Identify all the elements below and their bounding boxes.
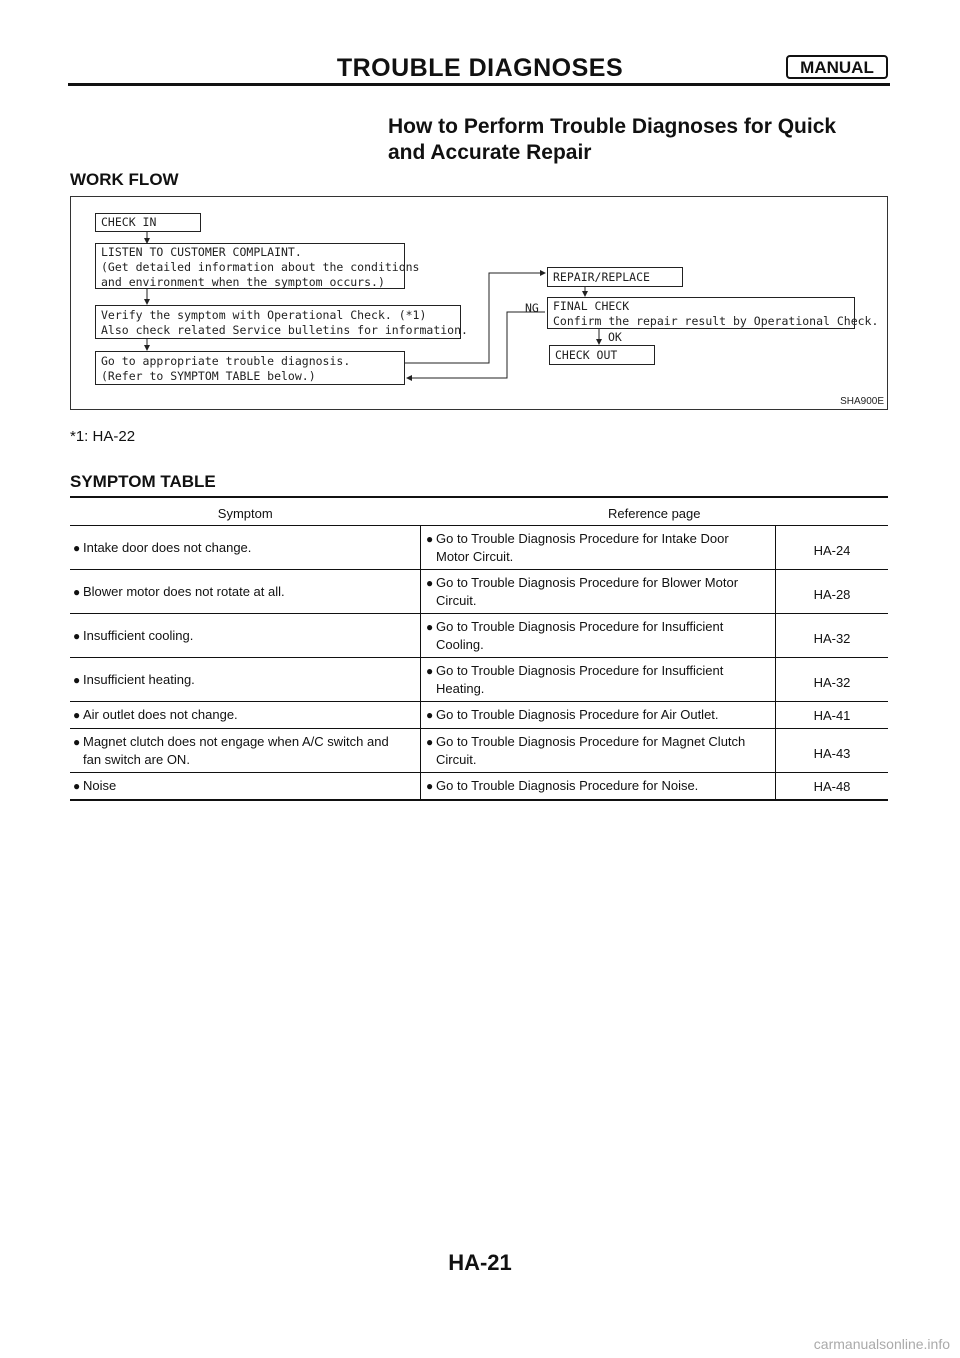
page-number: HA-21 xyxy=(448,1250,512,1275)
procedure-cell xyxy=(421,702,776,729)
procedure-cell-line: Heating. xyxy=(436,681,485,696)
box-check-in: CHECK IN xyxy=(95,213,201,232)
symptom-cell xyxy=(70,773,421,801)
symptom-cell-line: Air outlet does not change. xyxy=(83,707,238,722)
procedure-cell-line: Go to Trouble Diagnosis Procedure for Noise. xyxy=(436,778,699,793)
section-title-line-1: How to Perform Trouble Diagnoses for Quick xyxy=(388,115,837,138)
procedure-cell xyxy=(421,729,776,773)
symptom-cell-line: Magnet clutch does not engage when A/C switch and xyxy=(83,734,389,749)
procedure-cell-line: Go to Trouble Diagnosis Procedure for Insufficient xyxy=(436,663,724,678)
reference-page-cell: HA-32 xyxy=(776,614,889,658)
reference-page-cell: HA-28 xyxy=(776,570,889,614)
bullet-icon: ● xyxy=(73,584,81,599)
bullet-icon: ● xyxy=(426,735,434,749)
symptom-cell-line: fan switch are ON. xyxy=(83,752,190,767)
procedure-cell-line: Go to Trouble Diagnosis Procedure for Intake Door xyxy=(436,531,729,546)
procedure-cell-line: Circuit. xyxy=(436,752,477,767)
procedure-cell-line: Go to Trouble Diagnosis Procedure for Air Outlet. xyxy=(436,707,719,722)
symptom-cell xyxy=(70,526,421,570)
header-reference-page: Reference page xyxy=(421,497,889,526)
symptom-cell-line: Insufficient cooling. xyxy=(83,627,194,643)
bullet-icon: ● xyxy=(426,708,434,722)
procedure-cell xyxy=(421,570,776,614)
box-check-out: CHECK OUT xyxy=(549,345,655,365)
section-title xyxy=(388,114,888,166)
table-row xyxy=(70,773,888,801)
header-rule xyxy=(68,83,890,86)
procedure-cell-line: Go to Trouble Diagnosis Procedure for Insufficient xyxy=(436,619,724,634)
bullet-icon: ● xyxy=(73,708,81,722)
procedure-cell xyxy=(421,773,776,801)
section-title-line-2: and Accurate Repair xyxy=(388,141,592,164)
bullet-icon: ● xyxy=(426,779,434,793)
work-flow-chart xyxy=(70,196,888,410)
bullet-icon: ● xyxy=(426,576,434,590)
symptom-cell xyxy=(70,702,421,729)
symptom-cell-line: Insufficient heating. xyxy=(83,671,195,687)
box-verify-symptom: Verify the symptom with Operational Check. (*1) Also check related Service bulletins for information. xyxy=(95,305,461,339)
reference-page-cell: HA-32 xyxy=(776,658,889,702)
procedure-cell-line: Cooling. xyxy=(436,637,484,652)
reference-page-cell: HA-24 xyxy=(776,526,889,570)
procedure-cell xyxy=(421,658,776,702)
symptom-cell-line: Blower motor does not rotate at all. xyxy=(83,583,285,599)
bullet-icon: ● xyxy=(73,779,81,793)
label-ok: OK xyxy=(608,330,622,344)
procedure-cell-line: Motor Circuit. xyxy=(436,549,514,564)
header-symptom: Symptom xyxy=(70,497,421,526)
reference-page-cell: HA-43 xyxy=(776,729,889,773)
work-flow-heading: WORK FLOW xyxy=(70,170,179,189)
box-listen-complaint: LISTEN TO CUSTOMER COMPLAINT. (Get detailed information about the conditions and environment when the symptom occurs.) xyxy=(95,243,405,289)
symptom-cell xyxy=(70,658,421,702)
manual-badge: MANUAL xyxy=(786,55,888,79)
figure-code: SHA900E xyxy=(840,396,884,407)
symptom-cell-line: Noise xyxy=(83,778,117,793)
header-title: TROUBLE DIAGNOSES xyxy=(336,54,624,82)
reference-page-cell: HA-41 xyxy=(776,702,889,729)
bullet-icon: ● xyxy=(73,540,81,555)
symptom-table-body xyxy=(70,526,888,801)
procedure-cell xyxy=(421,614,776,658)
table-row xyxy=(70,526,888,570)
symptom-cell xyxy=(70,570,421,614)
watermark: carmanualsonline.info xyxy=(813,1336,950,1352)
symptom-cell xyxy=(70,729,421,773)
footnote: *1: HA-22 xyxy=(70,428,136,445)
symptom-table-heading: SYMPTOM TABLE xyxy=(70,472,216,491)
label-ng: NG xyxy=(525,301,539,315)
table-row xyxy=(70,658,888,702)
table-row xyxy=(70,614,888,658)
bullet-icon: ● xyxy=(73,628,81,643)
symptom-cell-line: Intake door does not change. xyxy=(83,539,252,555)
procedure-cell xyxy=(421,526,776,570)
table-header-row xyxy=(70,497,888,526)
box-goto-diagnosis: Go to appropriate trouble diagnosis. (Refer to SYMPTOM TABLE below.) xyxy=(95,351,405,385)
procedure-cell-line: Circuit. xyxy=(436,593,477,608)
bullet-icon: ● xyxy=(426,620,434,634)
box-final-check: FINAL CHECK Confirm the repair result by Operational Check. xyxy=(547,297,855,329)
reference-page-cell: HA-48 xyxy=(776,773,889,801)
symptom-cell xyxy=(70,614,421,658)
table-row xyxy=(70,702,888,729)
procedure-cell-line: Go to Trouble Diagnosis Procedure for Magnet Clutch xyxy=(436,734,746,749)
bullet-icon: ● xyxy=(426,664,434,678)
box-repair-replace: REPAIR/REPLACE xyxy=(547,267,683,287)
bullet-icon: ● xyxy=(426,532,434,546)
table-row xyxy=(70,570,888,614)
symptom-table xyxy=(70,496,888,801)
bullet-icon: ● xyxy=(73,735,81,749)
procedure-cell-line: Go to Trouble Diagnosis Procedure for Blower Motor xyxy=(436,575,739,590)
table-row xyxy=(70,729,888,773)
bullet-icon: ● xyxy=(73,672,81,687)
